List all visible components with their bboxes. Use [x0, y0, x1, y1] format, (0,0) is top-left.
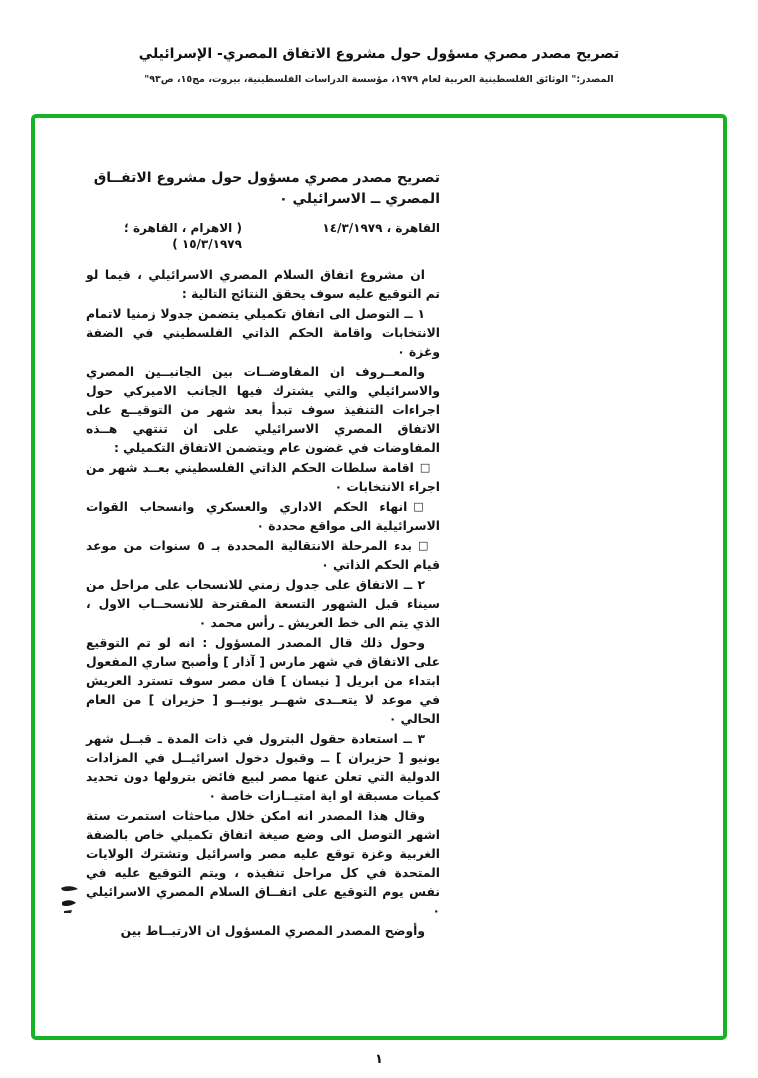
paragraph: وقال هذا المصدر انه امكن خلال مباحثات استمرت ستة اشهر التوصل الى وضع صيغة اتفاق تكميلي خاص بالضفة الغربية وغزة توقع عليه مصر واسرائيل وتشترك الولايات المتحدة في كل مراحل تنفيذه ، ويتم التوقيع عليه في نفس يوم التوقيع على اتفــاق السلام المصري الاسرائيلي ٠ — [86, 809, 440, 918]
paragraph: ٣ ــ استعادة حقول البترول في ذات المدة ـ قبــل شهر يونيو [ حزيران ] ــ وقبول دخول اسرائيــل في المزادات الدولية التي تعلن عنها مصر لبيع فائض بترولها دون تحديد كميات مسبقة او اية امتيــازات خاصة ٠ — [86, 732, 440, 803]
margin-handwriting-mark — [58, 884, 84, 916]
paragraph: ١ ــ التوصل الى اتفاق تكميلي يتضمن جدولا زمنيا لاتمام الانتخابات واقامة الحكم الذاتي الفلسطيني في الضفة وغزة ٠ — [86, 307, 440, 359]
document-body — [86, 168, 440, 942]
document-frame — [31, 114, 727, 1040]
bullet-item — [86, 498, 440, 536]
dateline — [86, 220, 440, 252]
paragraph: ان مشروع اتفاق السلام المصري الاسرائيلي ، فيما لو تم التوقيع عليه سوف يحقق النتائج التالية : — [86, 268, 440, 301]
bullet-item — [86, 537, 440, 575]
bullet-item — [86, 459, 440, 497]
page-title: تصريح مصدر مصري مسؤول حول مشروع الاتفاق المصري- الإسرائيلي — [138, 46, 620, 62]
bullet-text: اقامة سلطات الحكم الذاتي الفلسطيني بعــد شهر من اجراء الانتخابات ٠ — [86, 461, 440, 494]
checkbox-square-icon: □ — [419, 461, 431, 474]
paragraph: والمعــروف ان المفاوضــات بين الجانبــين المصري والاسرائيلي والتي يشترك فيها الجانب الاميركي حول اجراءات التنفيذ سوف تبدأ بعد شهر من التوقيــع على الاتفاق المصري الاسرائيلي على ان تنتهي هــذه المفاوضات في غضون عام ويتضمن الاتفاق التكميلي : — [86, 365, 440, 455]
dateline-city: القاهرة ، ١٤/٣/١٩٧٩ — [322, 221, 440, 235]
dateline-source-line1: ( الاهرام ، القاهرة ؛ — [124, 221, 242, 235]
bullet-text: انهاء الحكم الاداري والعسكري وانسحاب القوات الاسرائيلية الى مواقع محددة ٠ — [86, 500, 440, 533]
document-title-line1: تصريح مصدر مصري مسؤول حول مشروع الاتفــاق — [93, 170, 440, 186]
bullet-text: بدء المرحلة الانتقالية المحددة بـ ٥ سنوات من موعد قيام الحكم الذاتي ٠ — [86, 539, 440, 572]
paragraph: ٢ ــ الاتفاق على جدول زمني للانسحاب على مراحل من سيناء قبل الشهور التسعة المقترحة للانسحــاب الاول ، الذي يتم الى خط العريش ـ رأس محمد ٠ — [86, 578, 440, 630]
document-title — [86, 168, 440, 210]
paragraph: وأوضح المصدر المصري المسؤول ان الارتبــاط بين — [120, 924, 425, 938]
dateline-source-line2: ١٥/٣/١٩٧٩ ) — [172, 237, 242, 251]
paragraph: وحول ذلك قال المصدر المسؤول : انه لو تم التوقيع على الاتفاق في شهر مارس [ آذار ] وأصبح ساري المفعول ابتداء من ابريل [ نيسان ] فان مصر سوف تسترد العريش في موعد لا يتعــدى شهــر يونيــو [ حزيران ] من العام الحالي ٠ — [86, 636, 440, 726]
checkbox-square-icon: □ — [413, 500, 431, 513]
page-number: ١ — [375, 1052, 383, 1067]
dateline-source — [124, 220, 242, 252]
checkbox-square-icon: □ — [418, 539, 431, 552]
document-title-line2: المصري ــ الاسرائيلي ٠ — [279, 191, 440, 207]
source-citation: المصدر:" الوثائق الفلسطينية العربية لعام ١٩٧٩، مؤسسة الدراسات الفلسطينية، بيروت، مج١٥، ص٩٣" — [144, 74, 614, 85]
document-text — [86, 266, 440, 941]
